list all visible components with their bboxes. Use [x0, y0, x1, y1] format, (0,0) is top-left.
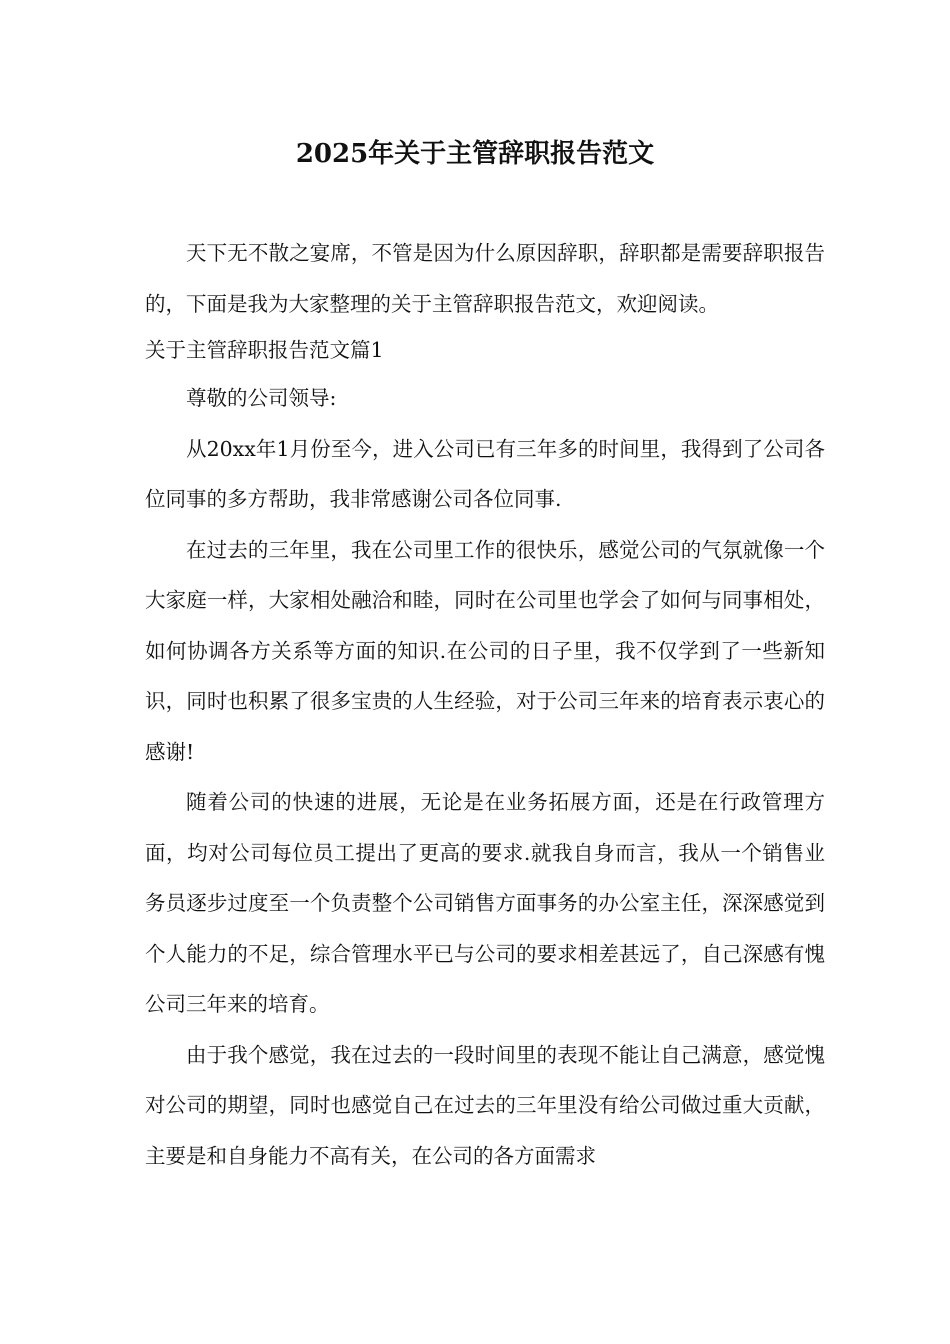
paragraph: 由于我个感觉，我在过去的一段时间里的表现不能让自己满意，感觉愧对公司的期望，同时也感觉自己在过去的三年里没有给公司做过重大贡献，主要是和自身能力不高有关，在公司的各方面需求 — [145, 1042, 825, 1168]
paragraph: 随着公司的快速的进展，无论是在业务拓展方面，还是在行政管理方面，均对公司每位员工提出了更高的要求.就我自身而言，我从一个销售业务员逐步过度至一个负责整个公司销售方面事务的办公室主任，深深感觉到个人能力的不足，综合管理水平已与公司的要求相差甚远了，自己深感有愧公司三年来的培育。 — [145, 790, 825, 1016]
document-title: 2025年关于主管辞职报告范文 — [295, 139, 655, 169]
paragraph-intro: 天下无不散之宴席，不管是因为什么原因辞职，辞职都是需要辞职报告的，下面是我为大家整理的关于主管辞职报告范文，欢迎阅读。 — [145, 241, 825, 316]
section-heading: 关于主管辞职报告范文篇1 — [145, 338, 384, 362]
salutation: 尊敬的公司领导: — [186, 386, 337, 410]
paragraph: 从20xx年1月份至今，进入公司已有三年多的时间里，我得到了公司各位同事的多方帮助，我非常感谢公司各位同事. — [145, 436, 825, 511]
paragraph: 在过去的三年里，我在公司里工作的很快乐，感觉公司的气氛就像一个大家庭一样，大家相处融洽和睦，同时在公司里也学会了如何与同事相处，如何协调各方关系等方面的知识.在公司的日子里，我不仅学到了一些新知识，同时也积累了很多宝贵的人生经验，对于公司三年来的培育表示衷心的感谢! — [145, 537, 825, 764]
document-body — [145, 228, 825, 1181]
